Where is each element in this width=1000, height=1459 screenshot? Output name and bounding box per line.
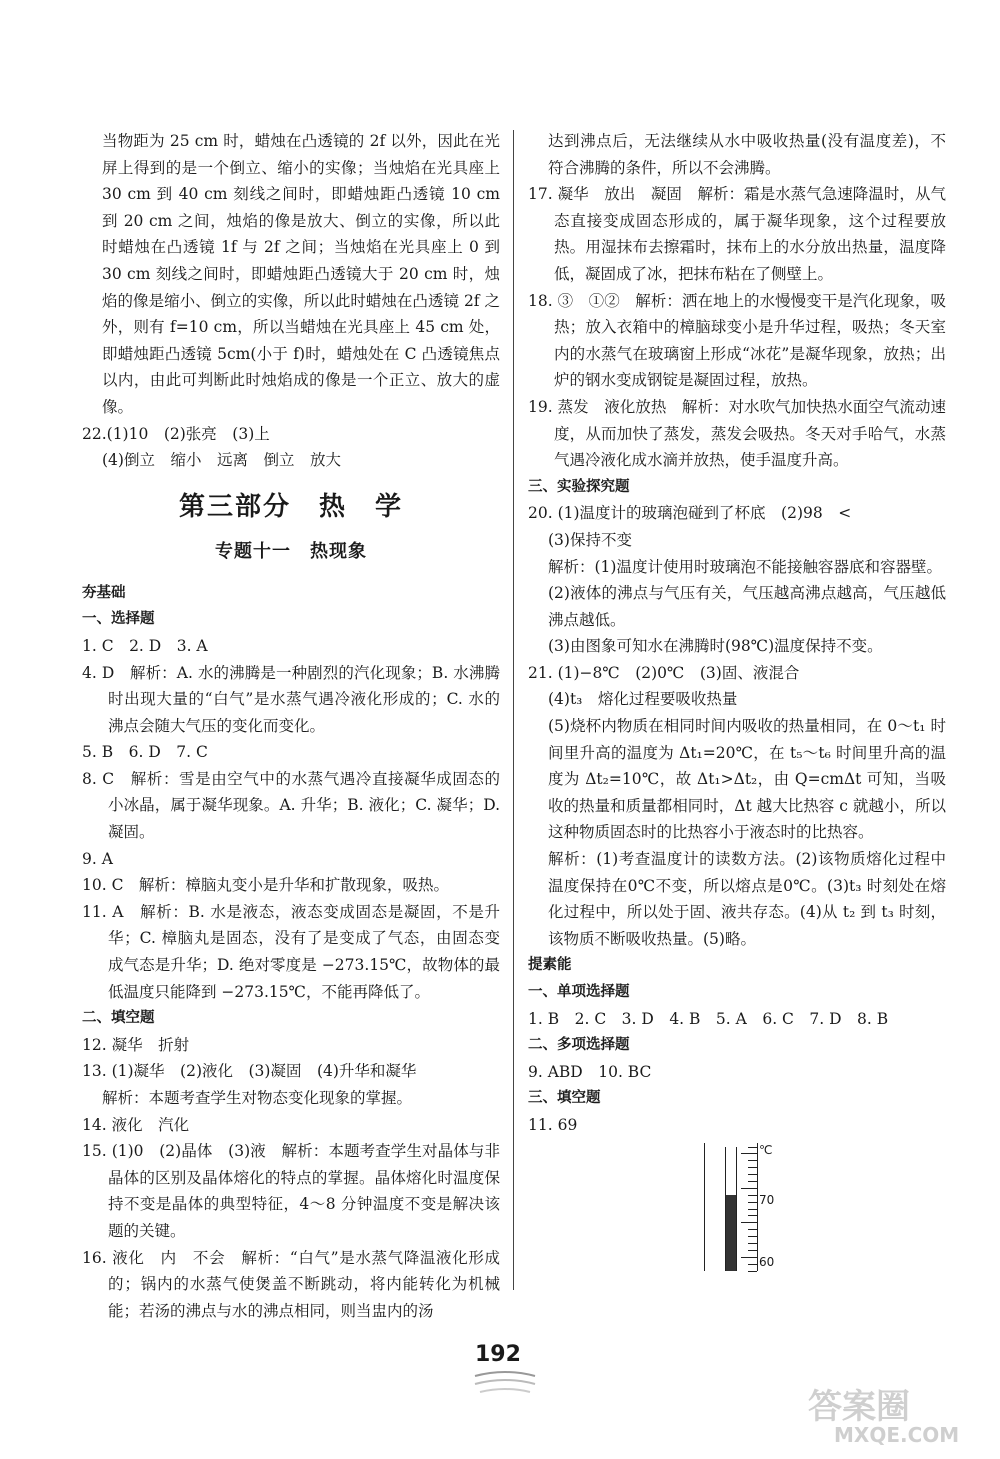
thermometer-tick — [741, 1153, 757, 1154]
section-heading: 提素能 — [528, 957, 572, 974]
answer-paragraph: 当物距为 25 cm 时，蜡烛在凸透镜的 2f 以外，因此在光屏上得到的是一个倒立、缩小的实像；当烛焰在光具座上 30 cm 到 40 cm 刻线之间时，即蜡烛距凸透镜 10 cm 到 20 cm 之间，烛焰的像是放大、倒立的实像，所以此时蜡烛在凸透镜 1f 与 2f 之间；当烛焰在光具座上 0 到 30 cm 刻线之间时，即蜡烛距凸透镜大于 20 cm 时，烛焰的像是缩小、倒立的实像，所以此时蜡烛在凸透镜 2f 之外，则有 f=10 cm，所以当蜡烛在光具座上 45 cm 处，即蜡烛距凸透镜 5cm(小于 f)时，蜡烛处在 C 凸透镜焦点以内，由此可判断此时烛焰成的像是一个正立、放大的虚像。 — [102, 132, 500, 416]
answer-item: 16. 液化 内 不会 解析：“白气”是水蒸气降温液化形成的；锅内的水蒸气使煲盖不断跳动，将内能转化为机械能；若汤的沸点与水的沸点相同，则当盅内的汤 — [82, 1248, 500, 1320]
thermometer-tick — [741, 1188, 757, 1189]
answer-item: 1. C 2. D 3. A — [82, 636, 208, 655]
answer-item: (3)保持不变 — [548, 530, 632, 549]
answer-item: 10. C 解析：樟脑丸变小是升华和扩散现象，吸热。 — [82, 876, 449, 895]
mercury-column — [726, 1195, 736, 1271]
section-heading: 二、多项选择题 — [528, 1037, 630, 1054]
section-heading: 一、单项选择题 — [528, 984, 630, 1000]
watermark-url: MXQE.COM — [834, 1423, 960, 1447]
part-title: 第三部分 热 学 — [178, 491, 403, 522]
answer-item: 17. 凝华 放出 凝固 解析：霜是水蒸气急速降温时，从气态直接变成固态形成的，属于凝华现象，这个过程要放热。用湿抹布去擦霜时，抹布上的水分放出热量，温度降低，凝固成了冰，把抹布粘在了侧壁上。 — [528, 185, 946, 283]
thermometer — [704, 1142, 775, 1271]
answer-item: 19. 蒸发 液化放热 解析：对水吹气加快热水面空气流动速度，从而加快了蒸发，蒸发会吸热。冬天对手哈气，水蒸气遇冷液化成水滴并放热，使手温度升高。 — [528, 397, 946, 470]
answer-item: 18. ③ ①② 解析：洒在地上的水慢慢变干是汽化现象，吸热；放入衣箱中的樟脑球变小是升华过程，吸热；冬天室内的水蒸气在玻璃窗上形成“冰花”是凝华现象，放热；出炉的钢水变成钢锭是凝固过程，放热。 — [528, 291, 946, 390]
answer-item: (4)t₃ 熔化过程要吸收热量 — [548, 690, 738, 709]
thermometer-tick — [748, 1271, 757, 1272]
answer-item: 11. A 解析：B. 水是液态，液态变成固态是凝固，不是升华；C. 樟脑丸是固态，没有了是变成了气态，由固态变成气态是升华；D. 绝对零度是 −273.15℃，故物体的最低温度只能降到 −273.15℃，不能再降低了。 — [82, 902, 500, 1001]
answer-item: 13. (1)凝华 (2)液化 (3)凝固 (4)升华和凝华 — [82, 1062, 417, 1081]
watermark-text: 答案圈 — [808, 1387, 910, 1427]
answer-item: 4. D 解析：A. 水的沸腾是一种剧烈的汽化现象；B. 水沸腾时出现大量的“白气”是水蒸气遇冷液化形成的；C. 水的沸点会随大气压的变化而变化。 — [82, 663, 500, 735]
answer-item: 15. (1)0 (2)晶体 (3)液 解析：本题考查学生对晶体与非晶体的区别及晶体熔化的特点的掌握。晶体熔化时温度保持不变是晶体的典型特征，4～8 分钟温度不变是解决该题的关键。 — [82, 1142, 500, 1240]
answer-item: 14. 液化 汽化 — [82, 1115, 190, 1134]
section-heading: 夯基础 — [82, 584, 126, 601]
answer-item: (2)液体的沸点与气压有关，气压越高沸点越高，气压越低沸点越低。 — [548, 584, 946, 629]
thermometer-tick — [748, 1181, 757, 1182]
answer-item: 9. A — [82, 849, 113, 868]
thermometer-tick — [748, 1160, 757, 1161]
thermometer-tube — [725, 1147, 737, 1271]
section-heading: 二、填空题 — [82, 1010, 155, 1027]
answer-item: 8. C 解析：雪是由空气中的水蒸气遇冷直接凝华成固态的小冰晶，属于凝华现象。A. 升华；B. 液化；C. 凝华；D. 凝固。 — [82, 769, 500, 842]
answer-item: 9. ABD 10. BC — [528, 1062, 652, 1081]
thermometer-tick — [748, 1264, 757, 1265]
answer-item: (3)由图象可知水在沸腾时(98℃)温度保持不变。 — [548, 637, 883, 656]
thermometer-label-70: 70 — [759, 1192, 775, 1207]
answer-item: 解析：(1)考查温度计的读数方法。(2)该物质熔化过程中温度保持在0℃不变，所以熔点是0℃。(3)t₃ 时刻处在熔化过程中，所以处于固、液共存态。(4)从 t₂ 到 t₃ 时刻，该物质不断吸收热量。(5)略。 — [548, 850, 946, 948]
answer-item: 5. B 6. D 7. C — [82, 743, 208, 762]
answer-item: 1. B 2. C 3. D 4. B 5. A 6. C 7. D 8. B — [528, 1009, 889, 1028]
thermometer-unit: ℃ — [759, 1142, 773, 1157]
thermometer-tick — [741, 1257, 757, 1258]
left-column — [82, 128, 500, 1324]
thermometer-tick — [748, 1167, 757, 1168]
answer-item: 解析：(1)温度计使用时玻璃泡不能接触容器底和容器壁。 — [548, 557, 942, 576]
answer-item: 21. (1)−8℃ (2)0℃ (3)固、液混合 — [528, 663, 800, 682]
answer-item: 11. 69 — [528, 1115, 578, 1134]
thermometer-tick — [741, 1222, 757, 1223]
thermometer-tick — [748, 1229, 757, 1230]
answer-item: 12. 凝华 折射 — [82, 1035, 190, 1054]
answer-22b: (4)倒立 缩小 远离 倒立 放大 — [102, 451, 341, 470]
thermometer-tick — [748, 1147, 757, 1148]
thermometer-tick — [748, 1195, 757, 1196]
thermometer-tick — [748, 1215, 757, 1216]
answer-22a: 22.(1)10 (2)张亮 (3)上 — [82, 424, 270, 443]
answer-item: (5)烧杯内物质在相同时间内吸收的热量相同，在 0～t₁ 时间里升高的温度为 Δt₁=20℃，在 t₅～t₆ 时间里升高的温度为 Δt₂=10℃，故 Δt₁>Δt₂，由 Q=cmΔt 可知，当吸收的热量和质量都相同时，Δt 越大比热容 c 就越小，所以这种物质固态时的比热容小于液态时的比热容。 — [548, 717, 946, 842]
thermometer-tick — [748, 1243, 757, 1244]
page-number: 192 — [475, 1342, 521, 1367]
thermometer-tick — [748, 1209, 757, 1210]
answer-paragraph: 达到沸点后，无法继续从水中吸收热量(没有温度差)，不符合沸腾的条件，所以不会沸腾。 — [548, 132, 946, 177]
section-heading: 三、实验探究题 — [528, 478, 630, 495]
thermometer-tick — [748, 1250, 757, 1251]
right-column — [528, 128, 946, 1279]
column-divider — [513, 130, 514, 1290]
thermometer-tick — [748, 1236, 757, 1237]
section-heading: 一、选择题 — [82, 611, 155, 628]
section-heading: 三、填空题 — [528, 1090, 601, 1107]
watermark-logo — [808, 1379, 988, 1449]
thermometer-tick — [748, 1174, 757, 1175]
thermometer-figure — [528, 1139, 946, 1279]
answer-item: 解析：本题考查学生对物态变化现象的掌握。 — [102, 1089, 413, 1107]
answer-item: 20. (1)温度计的玻璃泡碰到了杯底 (2)98 < — [528, 504, 852, 523]
thermometer-tick — [748, 1202, 757, 1203]
page-number-decoration — [470, 1368, 540, 1408]
topic-title: 专题十一 热现象 — [215, 540, 367, 562]
thermometer-label-60: 60 — [759, 1254, 775, 1269]
